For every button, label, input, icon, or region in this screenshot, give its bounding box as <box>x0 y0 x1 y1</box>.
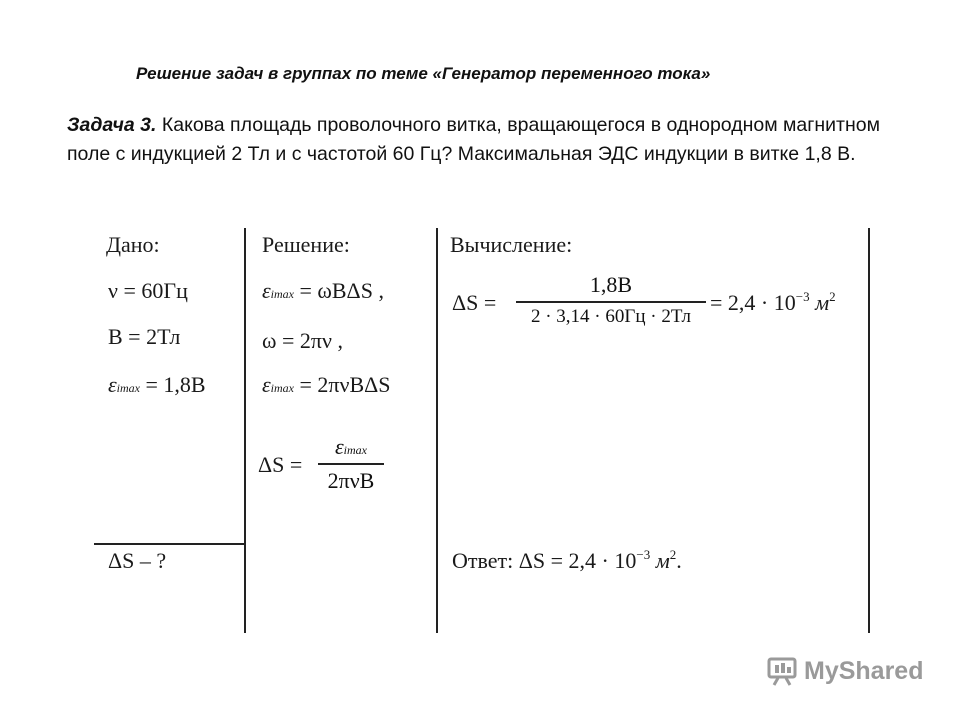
eq-area-fraction <box>318 434 384 494</box>
eq-emf-expanded <box>262 372 391 398</box>
fraction-bar <box>318 463 384 465</box>
answer-unit-exponent: 2 <box>669 547 677 562</box>
given-frequency: ν = 60Гц <box>108 278 188 303</box>
eq-area-lhs: ΔS = <box>258 452 303 477</box>
emf-symbol: ε <box>108 372 117 397</box>
divider-given <box>244 228 246 633</box>
given-emf: εimax = 1,8B <box>108 372 206 397</box>
emf-subscript: imax <box>270 287 294 301</box>
given-induction: B = 2Тл <box>108 324 181 349</box>
calc-result-value: = 2,4 · 10 <box>710 290 796 315</box>
calc-unit-exponent: 2 <box>829 289 836 304</box>
presentation-icon <box>766 656 798 686</box>
eq1-rhs: = ωBΔS , <box>299 278 384 303</box>
problem-label: Задача 3. <box>67 114 157 136</box>
watermark-logo <box>766 656 923 686</box>
calc-exponent: −3 <box>795 289 810 304</box>
calc-unit: м <box>815 290 830 315</box>
answer-unit: м <box>655 548 670 573</box>
fraction-bar <box>516 301 706 303</box>
eq-area-numerator <box>318 434 384 460</box>
watermark-text: MyShared <box>804 656 924 685</box>
slide-heading: Решение задач в группах по теме «Генератор переменного тока» <box>136 64 711 83</box>
given-header: Дано: <box>106 232 160 257</box>
answer-exponent: −3 <box>636 547 651 562</box>
unknown: ΔS – ? <box>108 548 167 573</box>
calc-lhs: ΔS = <box>452 290 497 315</box>
calc-denominator: 2 · 3,14 · 60Гц · 2Тл <box>530 305 692 327</box>
emf-value: 1,8B <box>163 372 206 397</box>
divider-solution <box>436 228 438 633</box>
answer-label: Ответ: <box>452 548 514 573</box>
emf-symbol: ε <box>262 372 271 397</box>
given-underline <box>94 543 246 545</box>
calc-header: Вычисление: <box>450 232 573 257</box>
eq-emf-max <box>262 278 384 304</box>
calc-fraction <box>516 272 706 328</box>
emf-symbol: ε <box>262 278 271 303</box>
divider-right <box>868 228 870 633</box>
solution-header: Решение: <box>262 232 350 257</box>
emf-subscript: imax <box>116 381 140 395</box>
answer-value: ΔS = 2,4 · 10 <box>518 548 637 573</box>
calc-result <box>710 290 836 316</box>
answer-line: Ответ: $\Delta S = 2,4 \cdot 10^{-3}$ $м^2$. <box>452 547 682 573</box>
emf-symbol: ε <box>335 434 344 459</box>
eq3-rhs: = 2πνBΔS <box>299 372 391 397</box>
eq-omega: ω = 2πν , <box>262 328 343 353</box>
calc-numerator: 1,8B <box>589 272 633 297</box>
eq-area-denominator: 2πνB <box>327 467 375 493</box>
problem-text: Какова площадь проволочного витка, вращающегося в однородном магнитном поле с индукцией 2 Тл и с частотой 60 Гц? Максимальная ЭДС индукции в витке 1,8 В. <box>67 114 880 165</box>
emf-subscript: imax <box>343 443 367 457</box>
emf-subscript: imax <box>270 381 294 395</box>
